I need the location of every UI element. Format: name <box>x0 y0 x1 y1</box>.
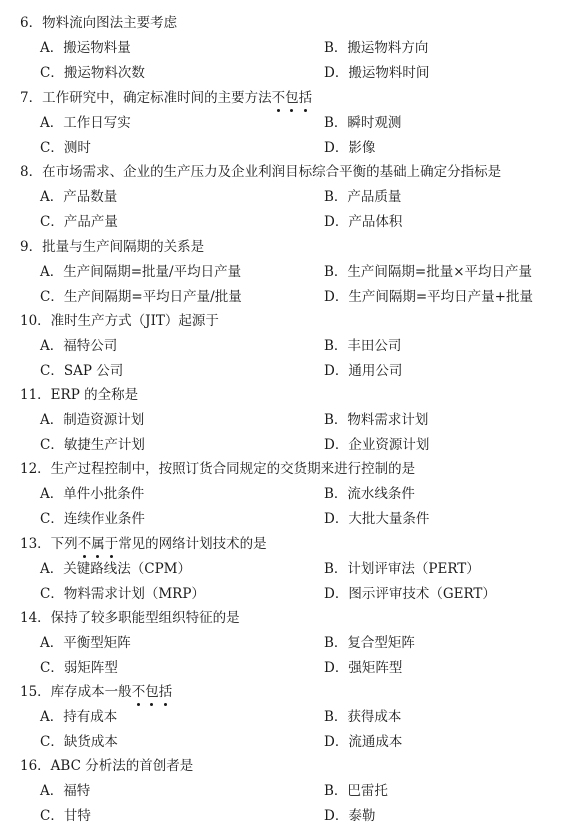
question-12-option-b: B．流水线条件 <box>324 486 415 502</box>
question-12-option-a: A．单件小批条件 <box>40 486 145 502</box>
emphasis-char: 于 <box>105 536 119 552</box>
question-16-option-d: D．泰勒 <box>324 808 376 824</box>
question-11-option-a: A．制造资源计划 <box>40 412 145 428</box>
question-7-option-c: C．测时 <box>40 140 91 156</box>
question-15-option-d: D．流通成本 <box>324 734 403 750</box>
question-16-stem: 16．ABC 分析法的首创者是 <box>20 758 194 774</box>
emphasis-char: 不 <box>272 90 286 106</box>
question-7-option-a: A．工作日写实 <box>40 115 131 131</box>
question-14-option-c: C．弱矩阵型 <box>40 660 118 676</box>
question-9-option-d: D．生产间隔期=平均日产量+批量 <box>324 289 533 305</box>
question-10-option-c: C．SAP 公司 <box>40 363 124 379</box>
question-15-option-b: B．获得成本 <box>324 709 402 725</box>
question-12-option-c: C．连续作业条件 <box>40 511 145 527</box>
question-16-option-b: B．巴雷托 <box>324 783 388 799</box>
question-12-option-d: D．大批大量条件 <box>324 511 430 527</box>
question-7-stem-text: 7．工作研究中，确定标准时间的主要方法 <box>20 90 272 106</box>
question-8-option-c: C．产品产量 <box>40 214 118 230</box>
emphasis-char: 包 <box>145 684 159 700</box>
question-6-option-d: D．搬运物料时间 <box>324 65 430 81</box>
emphasis-char: 不 <box>78 536 92 552</box>
question-11-option-b: B．物料需求计划 <box>324 412 429 428</box>
question-10-option-a: A．福特公司 <box>40 338 118 354</box>
question-9-option-c: C．生产间隔期=平均日产量/批量 <box>40 289 242 305</box>
emphasis-char: 包 <box>285 90 299 106</box>
question-14-option-b: B．复合型矩阵 <box>324 635 415 651</box>
question-6-option-c: C．搬运物料次数 <box>40 65 145 81</box>
question-16-option-c: C．甘特 <box>40 808 91 824</box>
question-16-option-a: A．福特 <box>40 783 91 799</box>
question-6-option-a: A．搬运物料量 <box>40 40 131 56</box>
emphasis-char: 括 <box>159 684 173 700</box>
question-15-option-c: C．缺货成本 <box>40 734 118 750</box>
question-13-option-d: D．图示评审技术（GERT） <box>324 586 496 602</box>
question-15-stem-text: 15．库存成本一般 <box>20 684 132 700</box>
question-8-option-b: B．产品质量 <box>324 189 402 205</box>
question-11-option-c: C．敏捷生产计划 <box>40 437 145 453</box>
emphasis-char: 括 <box>299 90 313 106</box>
question-8-option-a: A．产品数量 <box>40 189 118 205</box>
question-13-option-b: B．计划评审法（PERT） <box>324 561 480 577</box>
question-14-option-d: D．强矩阵型 <box>324 660 403 676</box>
emphasis-char: 属 <box>91 536 105 552</box>
question-14-stem: 14．保持了较多职能型组织特征的是 <box>20 610 240 626</box>
question-10-option-d: D．通用公司 <box>324 363 403 379</box>
emphasis-char: 不 <box>132 684 146 700</box>
question-10-option-b: B．丰田公司 <box>324 338 402 354</box>
question-12-stem: 12．生产过程控制中，按照订货合同规定的交货期来进行控制的是 <box>20 461 416 477</box>
question-13-stem-text: 13．下列 <box>20 536 78 552</box>
question-7-option-d: D．影像 <box>324 140 376 156</box>
question-9-stem: 9．批量与生产间隔期的关系是 <box>20 239 205 255</box>
question-11-option-d: D．企业资源计划 <box>324 437 430 453</box>
question-15-stem <box>20 683 560 701</box>
question-13-stem <box>20 535 560 553</box>
question-13-option-a: A．关键路线法（CPM） <box>40 561 191 577</box>
question-13-option-c: C．物料需求计划（MRP） <box>40 586 205 602</box>
question-6-option-b: B．搬运物料方向 <box>324 40 429 56</box>
question-7-stem <box>20 89 560 107</box>
question-7-option-b: B．瞬时观测 <box>324 115 402 131</box>
question-15-option-a: A．持有成本 <box>40 709 118 725</box>
question-6-stem: 6．物料流向图法主要考虑 <box>20 15 178 31</box>
question-9-option-b: B．生产间隔期=批量×平均日产量 <box>324 264 533 280</box>
question-14-option-a: A．平衡型矩阵 <box>40 635 131 651</box>
question-8-stem: 8．在市场需求、企业的生产压力及企业利润目标综合平衡的基础上确定分指标是 <box>20 164 502 180</box>
question-8-option-d: D．产品体积 <box>324 214 403 230</box>
question-11-stem: 11．ERP 的全称是 <box>20 387 139 403</box>
question-9-option-a: A．生产间隔期=批量/平均日产量 <box>40 264 242 280</box>
question-10-stem: 10．准时生产方式（JIT）起源于 <box>20 313 219 329</box>
question-13-stem-text-end: 常见的网络计划技术的是 <box>118 536 267 552</box>
